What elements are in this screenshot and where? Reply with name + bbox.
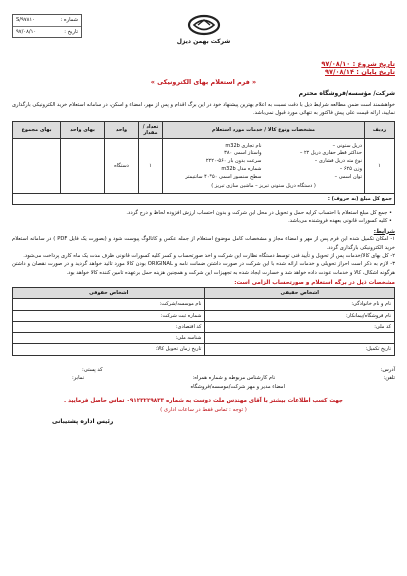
reference-box [12,14,82,38]
national-code-field[interactable]: کد ملی: [205,321,395,332]
economic-code-field[interactable]: کد اقتصادی: [13,321,205,332]
condition-item: ۲- کل بهای کالا/خدمات پس از تحویل و تأیید فنی توسط دستگاه نظارت این شرکت و اخذ صورتحساب و کسر کلیه کسورات قانونی ظرف مدت یک ماه کاری پرداخت می‌شود. [23,253,395,260]
items-table [12,121,395,205]
col-unit: واحد [105,121,139,139]
bahman-diesel-logo-icon [187,14,221,36]
col-description: مشخصات ونوع کالا / خدمات مورد استعلام [163,121,365,139]
contact-person-field[interactable]: نام کارشناس مربوطه و شماره همراه: [192,375,276,382]
reference-date: ۹۷/۰۸/۱۰ [16,28,37,35]
col-quantity: تعداد / مقدار [139,121,163,139]
reference-number: S/۹۷۸۱۰ [16,17,35,23]
spec-line: حداکثر قطر حفاری دریل ۲۲ – [299,150,362,157]
table-row [13,344,395,355]
pricing-note: • کلیه کسورات قانونی بعهده فروشنده می‌باشد. [288,218,392,225]
fax-field[interactable]: نمابر: [72,375,85,382]
pricing-notes [12,209,395,226]
item-quantity: ۱ [139,139,163,194]
support-head-signature: رئیس اداره پشتیبانی [52,417,114,425]
spec-line: نوع مته دریل فشاری – [314,158,362,165]
spec-line: سرعت بدون بار ۵۶۰-۲۲۲۰ [205,158,262,165]
empty-cell [205,333,395,344]
table-row [13,139,395,194]
supplier-info-table [12,287,395,356]
col-legal-persons: اشخاص حقوقی [13,288,205,299]
company-name: شرکت بهمن دیزل [176,38,231,45]
sum-in-words-field[interactable]: جمع کل مبلغ (به حروف) : [13,193,395,204]
phone-field[interactable]: تلفن: [383,375,395,382]
table-row [13,321,395,332]
condition-item: ۳- لازم به ذکر است احراز تحویلی و خدمات ارائه شده با این شرکت در صورت داشتن ضمانت نامه و ORIGINAL بودن کالا مورد تائید خواهد گردید و در صورت نقصان و داشتن هرگونه اشکال، کالا و خدمات عودت داده خواهد شد و خسارت ایجاد شده به تجهیزات این شرکت و همچنین هزینه حمل برعهده تامین کننده کالا خواهد بود. [12,261,395,276]
spec-line: توان اسمی – [334,173,362,180]
unit-price-field[interactable] [61,139,105,194]
intro-text: خواهشمند است ضمن مطالعه شرایط ذیل با دقت نسبت به اعلام بهترین پیشنهاد خود در این برگ اقدام و پس از مهر، امضاء و اسکن، در سامانه استعلام خرید الکترونیکی بارگذاری نمایید، ارائه قیمت علی پیش فاکتور به تنهائی مورد قبول نمی‌باشد. [11,101,395,116]
reference-date-label: تاریخ : [64,28,78,35]
office-hours-note: ( توجه : تماس فقط در ساعات اداری ) [160,407,247,414]
form-header [12,8,395,76]
row-number: ۱ [365,139,395,194]
contact-info: جهت کسب اطلاعات بیشتر با آقای مهندس ملت دوست به شماره ۰۹۱۲۳۲۲۹۸۳۳ تماس حاصل فرمایید . [64,398,343,405]
start-date: تاریخ شروع : ۹۷/۰۸/۱۰ [321,60,395,68]
company-name-field[interactable]: نام موسسه/شرکت: [13,299,205,310]
col-unit-price: بهای واحد [61,121,105,139]
address-field[interactable]: آدرس: [380,366,395,373]
sum-row [13,193,395,204]
total-price-field[interactable] [13,139,61,194]
col-total: بهای مجموع [13,121,61,139]
store-name-field[interactable]: نام فروشگاه/پیمانکار: [205,310,395,321]
full-name-field[interactable]: نام و نام خانوادگی: [205,299,395,310]
spec-line: شماره مدل m32b [221,165,262,172]
inquiry-dates [321,60,395,76]
conditions-list [12,235,395,277]
end-date: تاریخ پایان : ۹۷/۰۸/۱۴ [325,68,395,77]
addressee: شرکت/ مؤسسه/فروشگاه محترم [298,90,395,97]
signature-field[interactable]: امضاء مدیر و مهر شرکت/موسسه/فروشگاه [190,384,285,391]
item-unit: دستگاه [105,139,139,194]
required-info-heading: مشخصات ذیل در برگه استعلام و صورتحساب الزامی است: [234,280,395,287]
table-row [13,333,395,344]
spec-line: واستاز اسمی ۳۸۰ [224,150,262,157]
spec-line: سطح سنسور اسمی ۵۰*۴۰ سانتیمتر [185,173,262,180]
spec-line: وزن ۶۲۵ – [339,165,362,172]
table-row [13,310,395,321]
registration-number-field[interactable]: شماره ثبت شرکت: [13,310,205,321]
contact-section [12,366,395,393]
col-row: ردیف [365,121,395,139]
spec-line: نام تجاری m32b [225,142,262,149]
conditions-title: شرایط: [373,228,395,235]
spec-line: دریل ستونی – [332,142,362,149]
item-source: ( دستگاه دریل ستونی تبریز – ماشین سازی تبریز ) [211,182,316,189]
table-row [13,299,395,310]
reference-number-label: شماره : [60,17,78,23]
company-logo [174,14,234,46]
form-title: « فرم استعلام بهای الکترونیکی » [150,78,257,86]
completion-date-field[interactable]: تاریخ تکمیل: [205,344,395,355]
col-real-persons: اشخاص حقیقی [205,288,395,299]
postal-code-field[interactable]: کد پستی: [82,366,103,373]
pricing-note: • جمع کل مبلغ استعلام با احتساب کرایه حمل و تحویل در محل این شرکت و بدون احتساب ارزش افزوده لحاظ و درج گردد. [126,209,392,216]
delivery-date-field[interactable]: تاریخ زمان تحویل کالا: [13,344,205,355]
condition-item: ۱- امکان تکمیل شده این فرم پس از مهر و امضاء مجاز و مشخصات کامل موضوع استعلام از جمله عکس و کاتالوگ پیوست شود و (بصورت یک فایل PDF ) در سامانه استعلام خرید الکترونیکی بارگذاری گردد. [12,236,396,251]
national-id-field[interactable]: شناسه ملی: [13,333,205,344]
item-description [163,139,365,194]
